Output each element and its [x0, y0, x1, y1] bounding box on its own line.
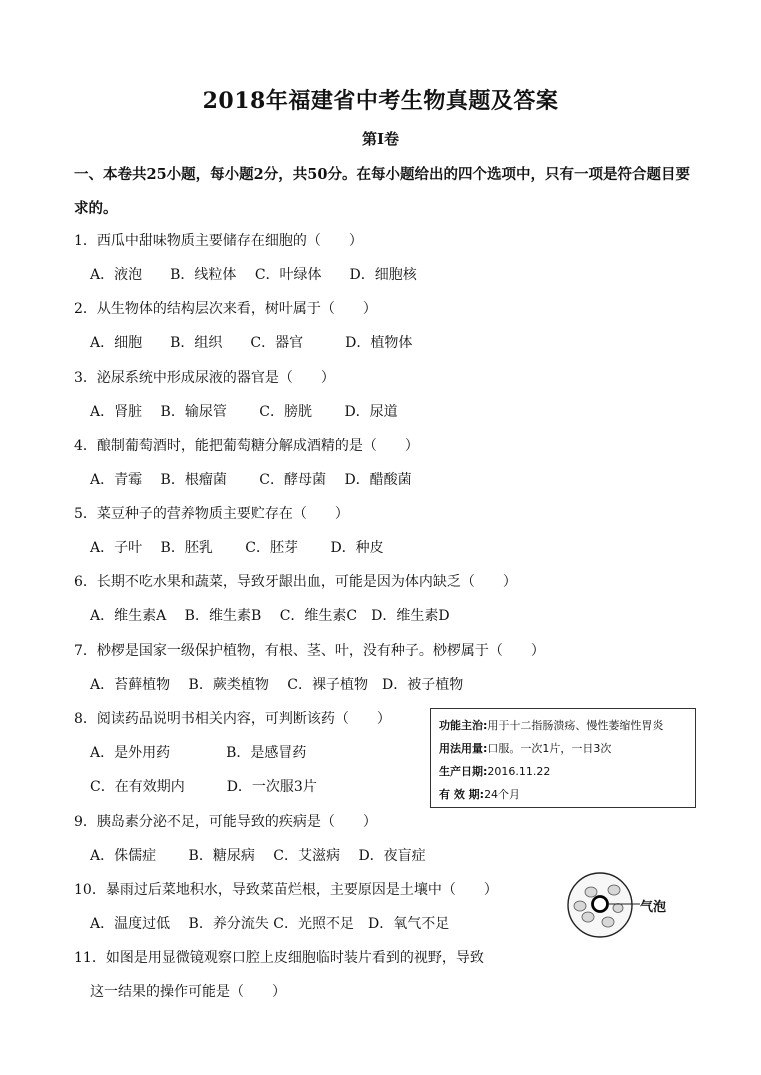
- question-4: 4．酿制葡萄酒时，能把葡萄糖分解成酒精的是（ ）: [74, 438, 419, 454]
- page-title: 2018年福建省中考生物真题及答案: [202, 88, 559, 114]
- question-10: 10．暴雨过后菜地积水，导致菜苗烂根，主要原因是土壤中（ ）: [74, 882, 498, 898]
- epithelial-cell: [585, 887, 597, 897]
- drug-production-date-value: 2016.11.22: [487, 765, 551, 778]
- drug-validity-key: 有 效 期:: [439, 788, 485, 801]
- question-8-options-ab: A．是外用药 B．是感冒药: [90, 745, 307, 761]
- question-3: 3．泌尿系统中形成尿液的器官是（ ）: [74, 370, 335, 386]
- volume-label: 第Ⅰ卷: [361, 130, 400, 148]
- question-11: 11．如图是用显微镜观察口腔上皮细胞临时装片看到的视野，导致: [74, 950, 484, 966]
- question-8: 8．阅读药品说明书相关内容，可判断该药（ ）: [74, 711, 391, 727]
- drug-instruction-label: [430, 708, 696, 808]
- question-6: 6．长期不吃水果和蔬菜，导致牙龈出血，可能是因为体内缺乏（ ）: [74, 574, 517, 590]
- drug-function-value: 用于十二指肠溃疡、慢性萎缩性胃炎: [487, 719, 664, 732]
- drug-dosage-key: 用法用量:: [439, 742, 488, 755]
- question-2: 2．从生物体的结构层次来看，树叶属于（ ）: [74, 301, 377, 317]
- question-5: 5．菜豆种子的营养物质主要贮存在（ ）: [74, 506, 349, 522]
- epithelial-cell: [608, 885, 620, 895]
- question-7-options: A．苔藓植物 B．蕨类植物 C．裸子植物 D．被子植物: [90, 677, 464, 693]
- drug-production-date-key: 生产日期:: [439, 765, 488, 778]
- drug-validity-value: 24个月: [484, 788, 521, 801]
- question-8-options-cd: C．在有效期内 D．一次服3片: [90, 779, 317, 795]
- question-5-options: A．子叶 B．胚乳 C．胚芽 D．种皮: [90, 540, 384, 556]
- question-3-options: A．肾脏 B．输尿管 C．膀胱 D．尿道: [90, 404, 398, 420]
- question-9-options: A．侏儒症 B．糖尿病 C．艾滋病 D．夜盲症: [90, 848, 426, 864]
- air-bubble: [593, 897, 608, 912]
- epithelial-cell: [602, 917, 614, 927]
- air-bubble-label: 气泡: [640, 900, 667, 915]
- epithelial-cell: [613, 904, 623, 913]
- epithelial-cell: [574, 901, 586, 911]
- question-11-continued: 这一结果的操作可能是（ ）: [90, 984, 286, 1000]
- question-2-options: A．细胞 B．组织 C．器官 D．植物体: [90, 335, 413, 351]
- question-1: 1．西瓜中甜味物质主要储存在细胞的（ ）: [74, 233, 363, 249]
- section-heading: 一、本卷共25小题，每小题2分，共50分。在每小题给出的四个选项中，只有一项是符合题目要求的。: [74, 166, 690, 217]
- epithelial-cell: [582, 912, 594, 922]
- question-1-options: A．液泡 B．线粒体 C．叶绿体 D．细胞核: [90, 267, 417, 283]
- question-4-options: A．青霉 B．根瘤菌 C．酵母菌 D．醋酸菌: [90, 472, 412, 488]
- drug-dosage-value: 口服。一次1片，一日3次: [487, 742, 612, 755]
- question-9: 9．胰岛素分泌不足，可能导致的疾病是（ ）: [74, 814, 377, 830]
- question-10-options: A．温度过低 B．养分流失 C．光照不足 D．氧气不足: [90, 916, 450, 932]
- drug-function-key: 功能主治:: [439, 719, 488, 732]
- microscope-field-figure: [558, 870, 698, 940]
- question-6-options: A．维生素A B．维生素B C．维生素C D．维生素D: [90, 608, 450, 624]
- question-7: 7．桫椤是国家一级保护植物，有根、茎、叶，没有种子。桫椤属于（ ）: [74, 643, 545, 659]
